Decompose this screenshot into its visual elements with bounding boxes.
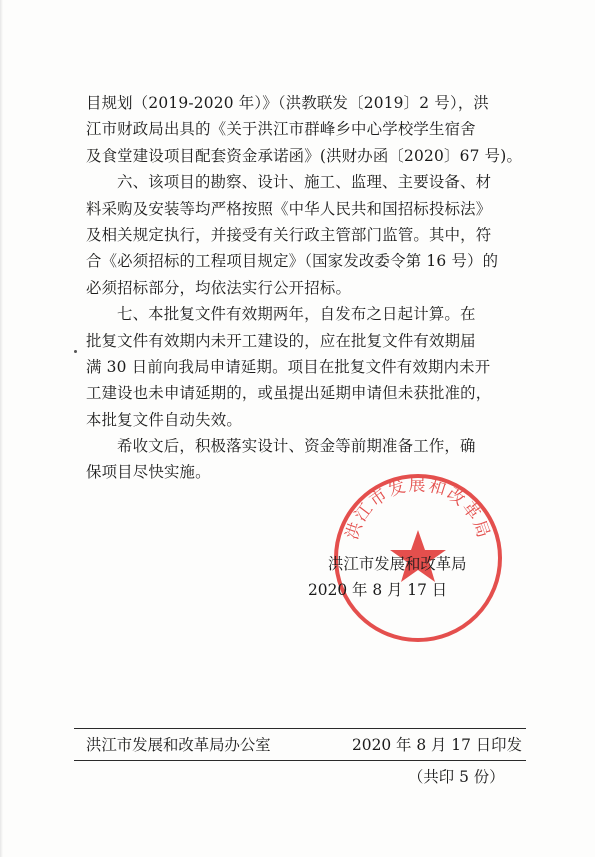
body-line: 及食堂建设项目配套资金承诺函》(洪财办函〔2020〕67 号)。 — [86, 146, 523, 165]
footer-print-date: 2020 年 8 月 17 日印发 — [352, 736, 522, 754]
paragraph-six-start: 六、该项目的勘察、设计、施工、监理、主要设备、材 — [117, 173, 492, 192]
body-line: 及相关规定执行，并接受有关行政主管部门监管。其中，符 — [86, 225, 492, 244]
body-line: 工建设也未申请延期的，或虽提出延期申请但未获批准的， — [86, 384, 492, 403]
body-text — [86, 90, 523, 486]
copies-count: （共印 5 份） — [408, 768, 505, 786]
issue-date: 2020 年 8 月 17 日 — [308, 581, 448, 599]
body-line: 江市财政局出具的《关于洪江市群峰乡中心学校学生宿舍 — [86, 120, 476, 139]
body-line: 满 30 日前向我局申请延期。项目在批复文件有效期内未开 — [86, 357, 491, 376]
body-line: 目规划（2019-2020 年）》（洪教联发〔2019〕2 号），洪 — [86, 94, 490, 112]
body-line: 保项目尽快实施。 — [86, 463, 211, 482]
footer-divider-bottom — [74, 760, 526, 761]
body-line: 本批复文件自动失效。 — [86, 410, 242, 429]
issuing-organization: 洪江市发展和改革局 — [328, 555, 467, 573]
paragraph-seven-start: 七、本批复文件有效期两年，自发布之日起计算。在 — [117, 305, 476, 324]
signature-block — [300, 468, 530, 658]
scan-speck — [74, 350, 77, 353]
svg-text:洪江市发展和改革局: 洪江市发展和改革局 — [342, 475, 494, 543]
footer-divider-top — [74, 728, 526, 729]
body-line: 料采购及安装等均严格按照《中华人民共和国招标投标法》 — [86, 199, 492, 218]
footer-issuer: 洪江市发展和改革局办公室 — [86, 736, 271, 754]
scan-edge — [0, 0, 3, 857]
body-line: 批复文件有效期内未开工建设的，应在批复文件有效期届 — [86, 331, 476, 350]
body-line: 必须招标部分，均依法实行公开招标。 — [86, 278, 352, 297]
closing-paragraph-start: 希收文后，积极落实设计、资金等前期准备工作，确 — [117, 437, 476, 456]
body-line: 合《必须招标的工程项目规定》（国家发改委令第 16 号）的 — [86, 252, 499, 271]
